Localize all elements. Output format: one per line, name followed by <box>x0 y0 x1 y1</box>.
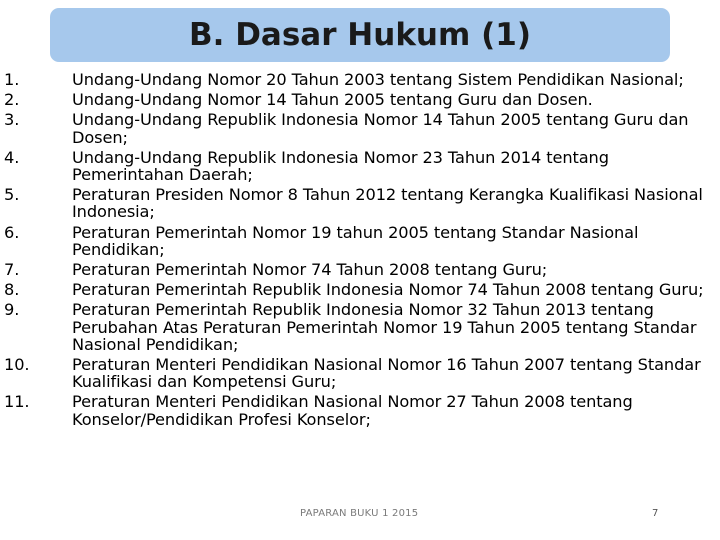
list-item-text: Peraturan Pemerintah Nomor 74 Tahun 2008 tentang Guru; <box>72 260 548 280</box>
list-item-number: 11. <box>4 392 30 412</box>
list-item-text: Peraturan Menteri Pendidikan Nasional Nomor 16 Tahun 2007 tentang Standar Kualifikasi dan Kompetensi Guru; <box>72 355 701 392</box>
list-item-text: Undang-Undang Republik Indonesia Nomor 14 Tahun 2005 tentang Guru dan Dosen; <box>72 110 689 147</box>
list-item-number: 8. <box>4 280 20 300</box>
legal-basis-list <box>4 71 704 431</box>
list-item-text: Undang-Undang Nomor 20 Tahun 2003 tentang Sistem Pendidikan Nasional; <box>72 70 684 89</box>
list-item-number: 1. <box>4 70 20 89</box>
list-item-number: 3. <box>4 110 20 130</box>
list-item-text: Undang-Undang Nomor 14 Tahun 2005 tentang Guru dan Dosen. <box>72 90 593 110</box>
list-item-number: 5. <box>4 185 20 205</box>
list-item-number: 6. <box>4 222 20 242</box>
list-item-text: Peraturan Pemerintah Republik Indonesia Nomor 32 Tahun 2013 tentang Perubahan Atas Peraturan Pemerintah Nomor 19 Tahun 2005 tentang Standar Nasional Pendidikan; <box>72 300 697 354</box>
list-item-text: Peraturan Presiden Nomor 8 Tahun 2012 tentang Kerangka Kualifikasi Nasional Indonesia; <box>72 185 703 222</box>
list-item <box>4 111 704 145</box>
list-item <box>4 186 704 220</box>
list-item-number: 10. <box>4 355 30 375</box>
list-item <box>4 261 704 278</box>
footer-label: PAPARAN BUKU 1 2015 <box>300 508 419 519</box>
page-number: 7 <box>652 508 659 519</box>
list-item <box>4 393 704 427</box>
list-item <box>4 71 704 88</box>
list-item-number: 2. <box>4 90 20 110</box>
list-item-number: 4. <box>4 147 20 167</box>
list-item-text: Peraturan Pemerintah Nomor 19 tahun 2005 tentang Standar Nasional Pendidikan; <box>72 222 639 259</box>
list-item <box>4 281 704 298</box>
list-item-text: Undang-Undang Republik Indonesia Nomor 23 Tahun 2014 tentang Pemerintahan Daerah; <box>72 147 609 185</box>
list-item <box>4 356 704 390</box>
list-item <box>4 149 704 183</box>
list-item-number: 7. <box>4 260 20 280</box>
list-item <box>4 91 704 108</box>
list-item-number: 9. <box>4 300 20 320</box>
list-item-text: Peraturan Pemerintah Republik Indonesia Nomor 74 Tahun 2008 tentang Guru; <box>72 280 704 300</box>
list-item <box>4 224 704 258</box>
page-title: B. Dasar Hukum (1) <box>189 17 531 53</box>
list-item <box>4 301 704 353</box>
list-item-text: Peraturan Menteri Pendidikan Nasional Nomor 27 Tahun 2008 tentang Konselor/Pendidikan Profesi Konselor; <box>72 392 633 429</box>
title-banner <box>50 8 670 62</box>
